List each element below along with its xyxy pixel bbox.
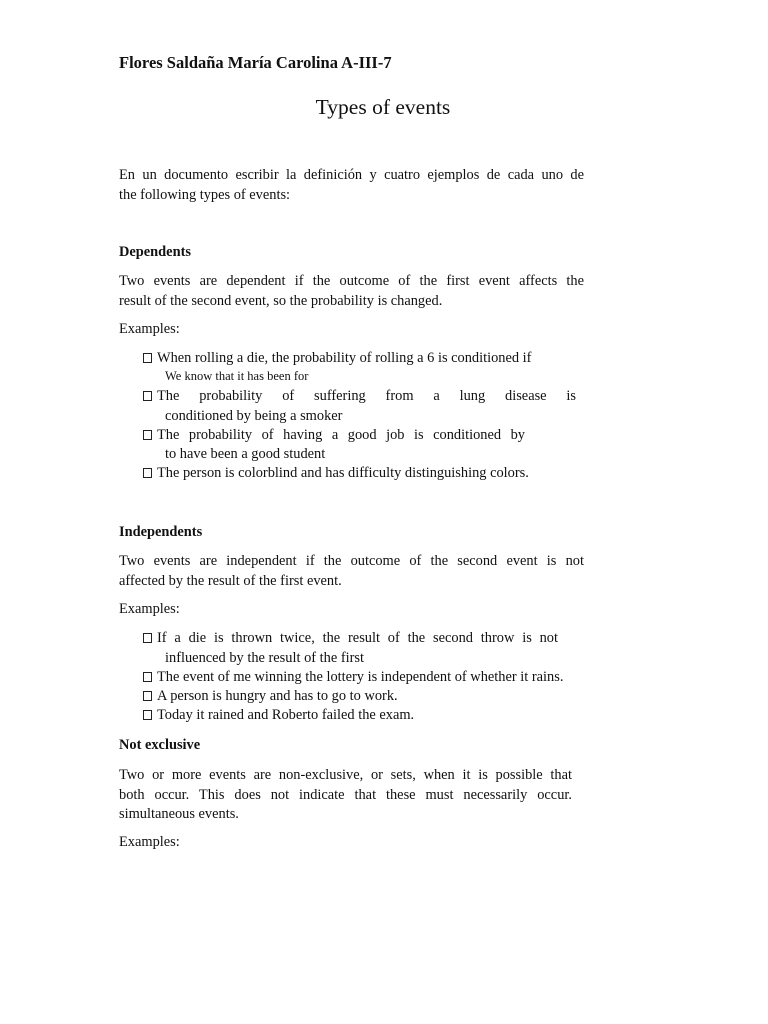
- definition-line: Two events are independent if the outcome of the second event is not: [119, 553, 584, 569]
- list-item: [143, 669, 563, 686]
- author-line: Flores Saldaña María Carolina A-III-7: [119, 53, 392, 72]
- definition-line: affected by the result of the first event.: [119, 572, 342, 589]
- list-item-continuation: We know that it has been for: [165, 369, 309, 383]
- checkbox-square-icon: [143, 468, 152, 478]
- checkbox-square-icon: [143, 672, 152, 682]
- list-item: [143, 388, 577, 405]
- checkbox-square-icon: [143, 633, 152, 643]
- list-item-text: Today it rained and Roberto failed the exam.: [157, 707, 415, 723]
- checkbox-square-icon: [143, 353, 152, 363]
- list-item-text: When rolling a die, the probability of rolling a 6 is conditioned if: [157, 350, 532, 366]
- list-item: [143, 465, 529, 482]
- checkbox-square-icon: [143, 430, 152, 440]
- list-item-continuation: influenced by the result of the first: [165, 650, 365, 666]
- definition-line: result of the second event, so the probability is changed.: [119, 292, 443, 309]
- list-item-text: A person is hungry and has to go to work.: [157, 688, 398, 704]
- list-item: [143, 688, 398, 705]
- checkbox-square-icon: [143, 691, 152, 701]
- list-item-text: The person is colorblind and has difficulty distinguishing colors.: [157, 465, 529, 481]
- list-item-text: The event of me winning the lottery is independent of whether it rains.: [157, 669, 564, 685]
- intro-line: En un documento escribir la definición y cuatro ejemplos de cada uno de: [119, 167, 584, 183]
- section-heading-not-exclusive: Not exclusive: [119, 737, 201, 753]
- list-item-text: If a die is thrown twice, the result of the second throw is not: [157, 630, 558, 646]
- section-heading-independents: Independents: [119, 524, 203, 540]
- intro-line: the following types of events:: [119, 186, 291, 203]
- list-item-text: The probability of suffering from a lung disease is: [157, 388, 576, 404]
- definition-line: both occur. This does not indicate that these must necessarily occur.: [119, 786, 572, 803]
- list-item-continuation: conditioned by being a smoker: [165, 408, 343, 424]
- examples-label: Examples:: [119, 321, 180, 337]
- definition-line: Two events are dependent if the outcome of the first event affects the: [119, 273, 584, 289]
- checkbox-square-icon: [143, 391, 152, 401]
- list-item: [143, 707, 414, 724]
- definition-line: simultaneous events.: [119, 806, 239, 822]
- examples-label: Examples:: [119, 834, 180, 850]
- examples-label: Examples:: [119, 601, 180, 617]
- page-title: Types of events: [315, 95, 451, 119]
- definition-line: Two or more events are non-exclusive, or sets, when it is possible that: [119, 767, 572, 783]
- section-heading-dependents: Dependents: [119, 244, 191, 260]
- list-item: [143, 350, 531, 367]
- intro-paragraph: [119, 166, 584, 205]
- definition-dependents: [119, 272, 584, 311]
- checkbox-square-icon: [143, 710, 152, 720]
- definition-not-exclusive: [119, 766, 572, 825]
- list-item: [143, 427, 525, 444]
- definition-independents: [119, 552, 584, 591]
- list-item-continuation: to have been a good student: [165, 446, 326, 462]
- list-item-text: The probability of having a good job is conditioned by: [157, 427, 525, 443]
- list-item: [143, 630, 558, 647]
